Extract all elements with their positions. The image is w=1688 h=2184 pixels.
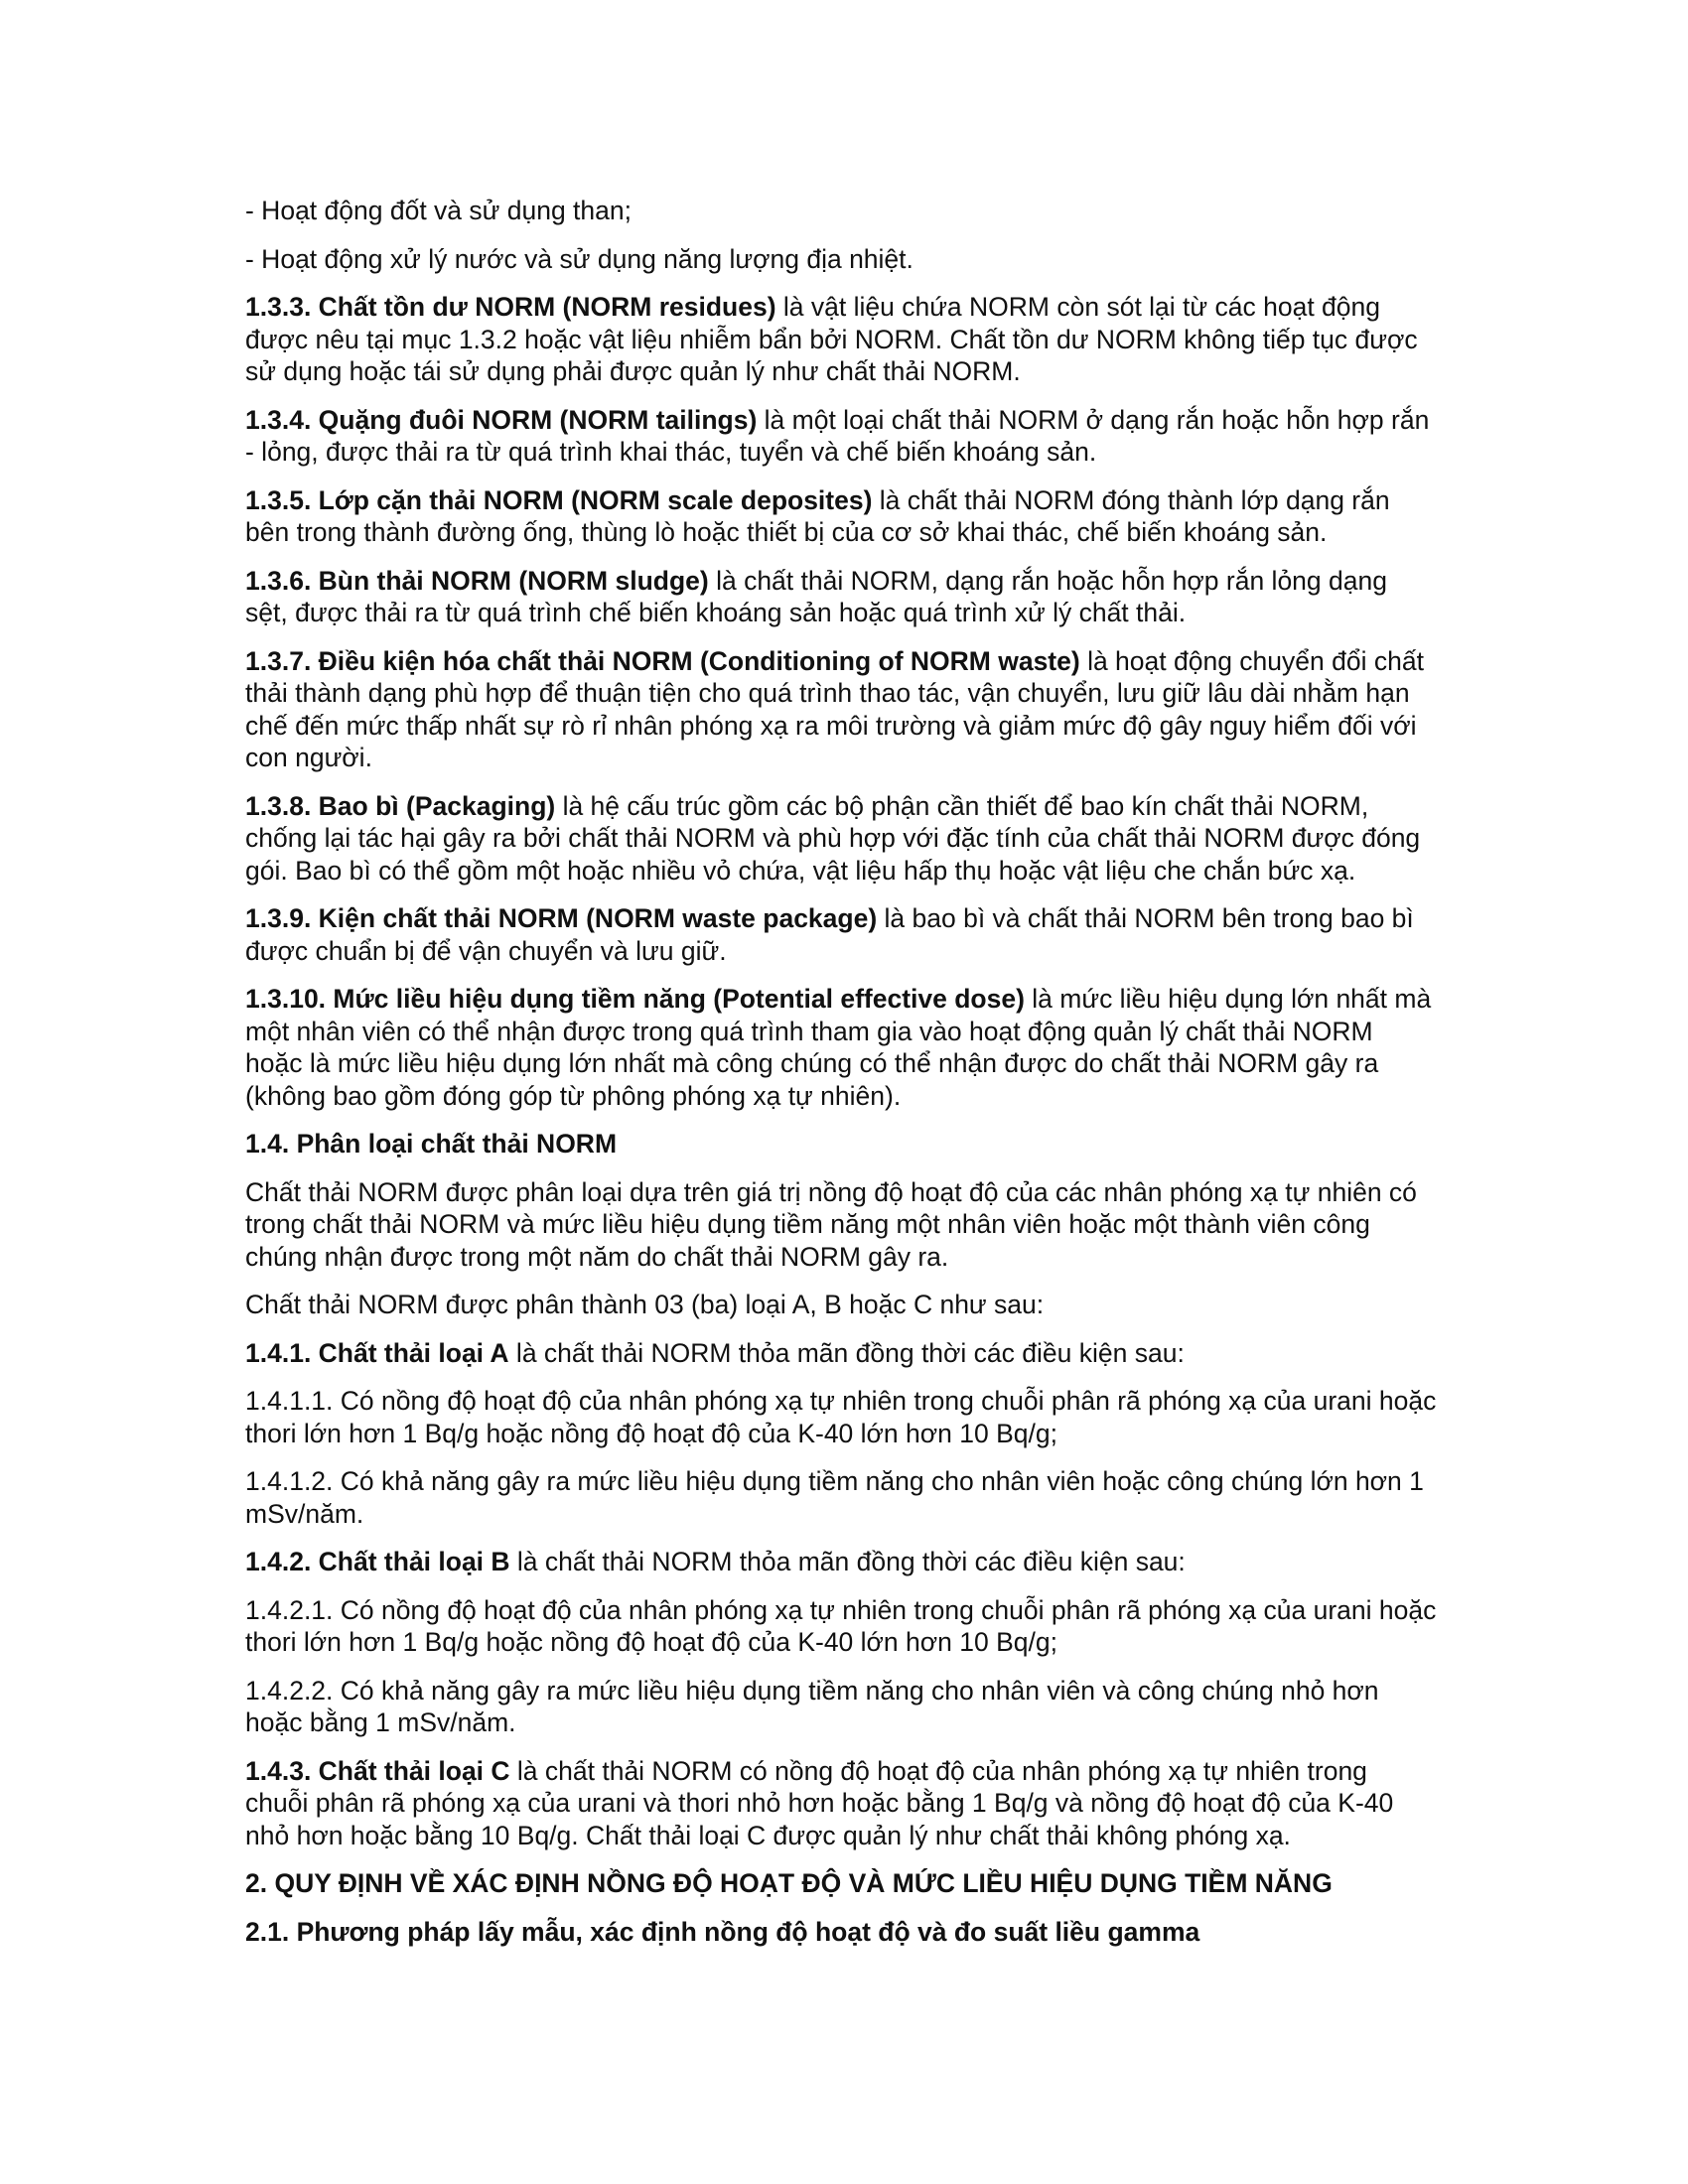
definition-text: là vật liệu chứa NORM còn sót lại từ các hoạt động được nêu tại mục 1.3.2 hoặc vật liệu nhiễm bẩn bởi NORM. Chất tồn dư NORM không tiếp tục được sử dụng hoặc tái sử dụng phải được quản lý như chất thải NORM. [245,292,1418,386]
document-page [245,195,1437,1964]
definition-paragraph [245,1546,1437,1578]
body-paragraph: - Hoạt động đốt và sử dụng than; [245,196,632,225]
body-paragraph: 1.4.2.2. Có khả năng gây ra mức liều hiệu dụng tiềm năng cho nhân viên và công chúng nhỏ hơn hoặc bằng 1 mSv/năm. [245,1675,1379,1737]
definition-term: 1.3.10. Mức liều hiệu dụng tiềm năng (Potential effective dose) [245,984,1025,1014]
definition-term: 1.4.1. Chất thải loại A [245,1337,509,1368]
definition-paragraph [245,645,1437,774]
definition-paragraph [245,291,1437,388]
definition-term: 1.3.5. Lớp cặn thải NORM (NORM scale deposites) [245,484,873,515]
definition-paragraph [245,484,1437,549]
definition-text: là một loại chất thải NORM ở dạng rắn hoặc hỗn hợp rắn - lỏng, được thải ra từ quá trình khai thác, tuyển và chế biến khoáng sản. [245,404,1430,467]
definition-paragraph [245,404,1437,469]
definition-text: là chất thải NORM có nồng độ hoạt độ của nhân phóng xạ tự nhiên trong chuỗi phân rã phóng xạ của urani và thori nhỏ hơn hoặc bằng 1 Bq/g và nồng độ hoạt độ của K-40 nhỏ hơn hoặc bằng 10 Bq/g. Chất thải loại C được quản lý như chất thải không phóng xạ. [245,1755,1394,1850]
definition-paragraph [245,983,1437,1112]
definition-term: 1.3.9. Kiện chất thải NORM (NORM waste package) [245,903,878,933]
body-paragraph: 1.4.1.1. Có nồng độ hoạt độ của nhân phóng xạ tự nhiên trong chuỗi phân rã phóng xạ của urani hoặc thori lớn hơn 1 Bq/g hoặc nồng độ hoạt độ của K-40 lớn hơn 10 Bq/g; [245,1386,1437,1448]
definition-text: là mức liều hiệu dụng lớn nhất mà một nhân viên có thể nhận được trong quá trình tham gia vào hoạt động quản lý chất thải NORM hoặc là mức liều hiệu dụng lớn nhất mà công chúng có thể nhận được do chất thải NORM gây ra (không bao gồm đóng góp từ phông phóng xạ tự nhiên). [245,984,1432,1111]
definition-paragraph [245,790,1437,887]
definition-term: 1.4.3. Chất thải loại C [245,1755,510,1786]
definition-paragraph [245,1755,1437,1852]
definition-text: là bao bì và chất thải NORM bên trong bao bì được chuẩn bị để vận chuyển và lưu giữ. [245,903,1414,966]
body-paragraph: Chất thải NORM được phân loại dựa trên giá trị nồng độ hoạt độ của các nhân phóng xạ tự nhiên có trong chất thải NORM và mức liều hiệu dụng tiềm năng một nhân viên hoặc một thành viên công chúng nhận được trong một năm do chất thải NORM gây ra. [245,1176,1417,1272]
definition-text: là chất thải NORM đóng thành lớp dạng rắn bên trong thành đường ống, thùng lò hoặc thiết bị của cơ sở khai thác, chế biến khoáng sản. [245,484,1390,547]
definition-text: là chất thải NORM thỏa mãn đồng thời các điều kiện sau: [508,1337,1185,1368]
definition-term: 1.4.2. Chất thải loại B [245,1547,510,1576]
section-heading: 1.4. Phân loại chất thải NORM [245,1129,618,1159]
definition-term: 1.3.7. Điều kiện hóa chất thải NORM (Conditioning of NORM waste) [245,645,1080,676]
definition-text: là chất thải NORM thỏa mãn đồng thời các điều kiện sau: [509,1547,1186,1576]
definition-term: 1.3.6. Bùn thải NORM (NORM sludge) [245,565,709,596]
section-heading: 2. QUY ĐỊNH VỀ XÁC ĐỊNH NỒNG ĐỘ HOẠT ĐỘ VÀ MỨC LIỀU HIỆU DỤNG TIỀM NĂNG [245,1868,1333,1898]
definition-term: 1.3.3. Chất tồn dư NORM (NORM residues) [245,292,776,322]
definition-term: 1.3.8. Bao bì (Packaging) [245,790,556,821]
definition-text: là chất thải NORM, dạng rắn hoặc hỗn hợp rắn lỏng dạng sệt, được thải ra từ quá trình chế biến khoáng sản hoặc quá trình xử lý chất thải. [245,565,1387,627]
body-paragraph: 1.4.1.2. Có khả năng gây ra mức liều hiệu dụng tiềm năng cho nhân viên hoặc công chúng lớn hơn 1 mSv/năm. [245,1466,1424,1529]
section-heading: 2.1. Phương pháp lấy mẫu, xác định nồng độ hoạt độ và đo suất liều gamma [245,1916,1200,1947]
definition-text: là hệ cấu trúc gồm các bộ phận cần thiết để bao kín chất thải NORM, chống lại tác hại gây ra bởi chất thải NORM và phù hợp với đặc tính của chất thải NORM được đóng gói. Bao bì có thể gồm một hoặc nhiều vỏ chứa, vật liệu hấp thụ hoặc vật liệu che chắn bức xạ. [245,790,1421,886]
definition-text: là hoạt động chuyển đổi chất thải thành dạng phù hợp để thuận tiện cho quá trình thao tác, vận chuyển, lưu giữ lâu dài nhằm hạn chế đến mức thấp nhất sự rò rỉ nhân phóng xạ ra môi trường và giảm mức độ gây nguy hiểm đối với con người. [245,645,1424,772]
body-paragraph: 1.4.2.1. Có nồng độ hoạt độ của nhân phóng xạ tự nhiên trong chuỗi phân rã phóng xạ của urani hoặc thori lớn hơn 1 Bq/g hoặc nồng độ hoạt độ của K-40 lớn hơn 10 Bq/g; [245,1594,1437,1657]
definition-paragraph [245,565,1437,629]
definition-term: 1.3.4. Quặng đuôi NORM (NORM tailings) [245,404,758,435]
definition-paragraph [245,902,1437,967]
body-paragraph: - Hoạt động xử lý nước và sử dụng năng lượng địa nhiệt. [245,243,914,274]
definition-paragraph [245,1337,1437,1370]
body-paragraph: Chất thải NORM được phân thành 03 (ba) loại A, B hoặc C như sau: [245,1290,1045,1319]
